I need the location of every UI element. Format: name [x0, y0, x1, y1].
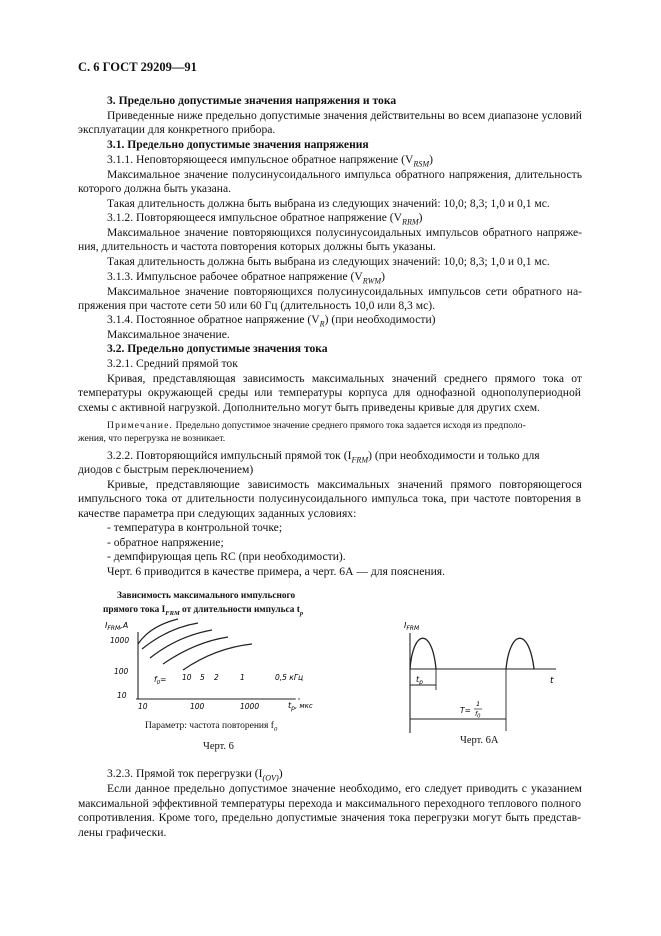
paragraph-line: качестве параметра при следующих заданных условиях:	[78, 507, 357, 520]
figure6-title: прямого тока $I_{FRM}$ от длительности импульса $t_p$	[103, 605, 304, 617]
paragraph-line: температуры окружающей среды или температуры корпуса для однофазной однополупериодной	[78, 386, 581, 399]
intro-line: эксплуатации для конкретного прибора.	[78, 123, 276, 136]
paragraph-line: Черт. 6 приводится в качестве примера, а черт. 6А — для пояснения.	[107, 565, 446, 578]
paragraph-line: которого должна быть указана.	[78, 182, 232, 195]
item-heading: 3.1.1. Неповторяющееся импульсное обратное напряжение $(V_{RSM})$	[107, 153, 433, 169]
curve-f0-0-5	[183, 644, 252, 670]
y-tick: 10	[117, 691, 127, 700]
curve-label: 1	[240, 673, 245, 682]
period-den: $f_0$	[475, 710, 481, 720]
paragraph-line: Кривая, представляющая зависимость максимальных значений среднего прямого тока от	[107, 372, 582, 385]
pulse-1	[410, 638, 436, 669]
list-item: - демпфирующая цепь RC (при необходимости).	[107, 550, 346, 563]
paragraph-line: Кривые, представляющие зависимость максимальных значений прямого повторяющегося	[107, 478, 582, 491]
y-tick: 1000	[110, 636, 130, 645]
note-line: Примечание. Предельно допустимое значение среднего прямого тока задается исходя из предполо-	[107, 420, 526, 431]
paragraph-line: импульсного тока от длительности полусинусоидального импульса тока, при частоте повторения в	[78, 492, 581, 505]
period-label: T=	[460, 706, 471, 715]
tp-label: $t_p$	[416, 675, 423, 686]
paragraph-line: пряжения при частоте сети 50 или 60 Гц (длительность 10,0 или 8,3 мс).	[78, 299, 435, 312]
paragraph-line: сопротивления. Кроме того, предельно допустимые значения тока перегрузки могут быть представ-	[78, 811, 581, 824]
subsection-title: 3.2. Предельно допустимые значения тока	[107, 342, 328, 355]
paragraph-line: Максимальное значение повторяющихся полусинусоидальных импульсов обратного напряже-	[107, 226, 582, 239]
subsection-title: 3.1. Предельно допустимые значения напряжения	[107, 138, 369, 151]
y-tick: 100	[114, 667, 129, 676]
paragraph-line: Такая длительность должна быть выбрана из следующих значений: 10,0; 8,3; 1,0 и 0,1 мс.	[107, 255, 550, 268]
paragraph-line: Такая длительность должна быть выбрана из следующих значений: 10,0; 8,3; 1,0 и 0,1 мс.	[107, 197, 550, 210]
curve-f0-10	[138, 619, 178, 644]
paragraph-line: Если данное предельно допустимое значение необходимо, его следует приводить с указанием	[107, 782, 582, 795]
figure6-caption: Черт. 6	[203, 741, 234, 752]
x-tick: 1000	[240, 702, 260, 711]
curve-label: 0,5 кГц	[275, 673, 304, 682]
list-item: - температура в контрольной точке;	[107, 521, 283, 534]
note-line: жения, что перегрузка не возникает.	[78, 433, 226, 444]
paragraph-line: ния, длительность и частота повторения которых должны быть указаны.	[78, 240, 436, 253]
intro-line: Приведенные ниже предельно допустимые значения действительны во всем диапазоне условий	[107, 109, 582, 122]
list-item: - обратное напряжение;	[107, 536, 224, 549]
period-num: 1	[476, 700, 481, 708]
paragraph-line: лены графически.	[78, 826, 167, 839]
section-title: 3. Предельно допустимые значения напряжения и тока	[107, 94, 397, 107]
y-axis-label: $I_{FRM}$	[404, 621, 420, 632]
pulse-2	[506, 638, 534, 669]
figure6-title: Зависимость максимального импульсного	[117, 591, 296, 601]
page-header: С. 6 ГОСТ 29209—91	[78, 60, 197, 74]
x-tick: 10	[138, 702, 148, 711]
figure6-param-caption: Параметр: частота повторения $f_0$	[145, 721, 278, 733]
y-axis-label: $I_{FRM},A$	[105, 621, 129, 632]
paragraph-line: схемы с активной нагрузкой. Дополнительно могут быть приведены кривые для других схем.	[78, 401, 540, 414]
paragraph-line: Максимальное значение.	[107, 328, 230, 341]
figure6a-chart	[398, 615, 568, 745]
paragraph-line: диодов с быстрым переключением)	[78, 463, 254, 476]
curve-label: 10	[182, 673, 192, 682]
item-heading: 3.2.1. Средний прямой ток	[107, 357, 238, 370]
x-tick: 100	[190, 702, 205, 711]
item-heading: 3.1.3. Импульсное рабочее обратное напряжение $(V_{RWM})$	[107, 270, 385, 286]
paragraph-line: Максимальное значение полусинусоидального импульса обратного напряжения, длительность	[107, 168, 582, 181]
item-heading: 3.2.2. Повторяющийся импульсный прямой ток $(I_{FRM})$ (при необходимости и только для	[107, 449, 540, 465]
figure6-chart	[90, 618, 340, 730]
curve-label: 2	[214, 673, 219, 682]
item-heading: 3.2.3. Прямой ток перегрузки $(I_{(OV)})$	[107, 767, 283, 783]
curve-label: 5	[200, 673, 205, 682]
paragraph-line: Максимальное значение повторяющихся полусинусоидальных импульсов сети обратного на-	[107, 285, 582, 298]
x-axis-label: t	[550, 676, 554, 686]
item-heading: 3.1.4. Постоянное обратное напряжение $(V_R)$ (при необходимости)	[107, 313, 436, 329]
x-axis-label: $t_p$, мкс	[288, 701, 313, 712]
paragraph-line: максимальной эффективной температуры перехода и максимального переходного теплового полного	[78, 797, 581, 810]
curve-f0-1	[163, 637, 228, 664]
curve-param-label: $f_0=$	[154, 675, 167, 686]
figure6a-caption: Черт. 6А	[460, 735, 499, 746]
item-heading: 3.1.2. Повторяющееся импульсное обратное напряжение $(V_{RRM})$	[107, 211, 423, 227]
